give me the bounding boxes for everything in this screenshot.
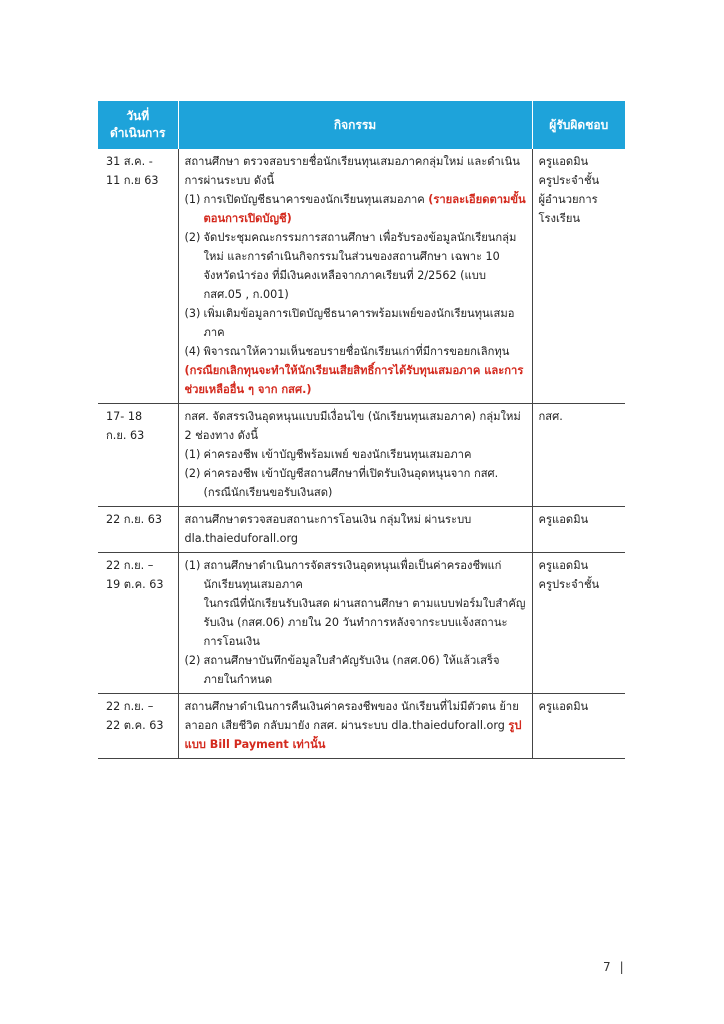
list-item: (3) เพิ่มเติมข้อมูลการเปิดบัญชีธนาคารพร้อมเพย์ของนักเรียนทุนเสมอภาค xyxy=(184,307,515,339)
list-item: (4) พิจารณาให้ความเห็นชอบรายชื่อนักเรียนเก่าที่มีการขอยกเลิกทุน xyxy=(184,345,510,358)
list-item: (1) การเปิดบัญชีธนาคารของนักเรียนทุนเสมอภาค (รายละเอียดตามขั้นตอนการเปิดบัญชี) xyxy=(184,193,526,225)
row-activity: กสศ. จัดสรรเงินอุดหนุนแบบมีเงื่อนไข (นักเรียนทุนเสมอภาค) กลุ่มใหม่ 2 ช่องทาง ดังนี้ (1) ค่าครองชีพ เข้าบัญชีพร้อมเพย์ ของนักเรียนทุนเสมอภาค (2) ค่าครองชีพ เข้าบัญชีสถานศึกษาที่เปิดรับเงินอุดหนุนจาก กสศ. (กรณีนักเรียนขอรับเงินสด) xyxy=(178,404,532,507)
row-date: 22 ก.ย. 63 xyxy=(98,507,178,553)
row-responsible: ครูแอดมิน ครูประจำชั้น xyxy=(532,553,625,694)
row-date: 31 ส.ค. - 11 ก.ย 63 xyxy=(98,149,178,404)
schedule-table xyxy=(98,101,625,759)
header-activity: กิจกรรม xyxy=(178,101,532,149)
table-row xyxy=(98,507,625,553)
table-row xyxy=(98,404,625,507)
row-responsible: ครูแอดมิน ครูประจำชั้น ผู้อำนวยการ โรงเรียน xyxy=(532,149,625,404)
page-number: 7 | xyxy=(603,960,624,974)
header-date: วันที่ ดำเนินการ xyxy=(98,101,178,149)
list-item: (2) ค่าครองชีพ เข้าบัญชีสถานศึกษาที่เปิดรับเงินอุดหนุนจาก กสศ. (กรณีนักเรียนขอรับเงินสด) xyxy=(184,467,499,499)
warning-note: (กรณียกเลิกทุนจะทำให้นักเรียนเสียสิทธิ์การได้รับทุนเสมอภาค และการช่วยเหลืออื่น ๆ จาก กสศ.) xyxy=(184,364,524,396)
row-responsible: กสศ. xyxy=(532,404,625,507)
list-item: (1) สถานศึกษาดำเนินการจัดสรรเงินอุดหนุนเพื่อเป็นค่าครองชีพแก่นักเรียนทุนเสมอภาค xyxy=(184,559,502,591)
row-date: 22 ก.ย. – 22 ต.ค. 63 xyxy=(98,694,178,759)
bill-payment-note: รูปแบบ Bill Payment เท่านั้น xyxy=(184,719,522,751)
row-responsible: ครูแอดมิน xyxy=(532,507,625,553)
table-row xyxy=(98,694,625,759)
header-row xyxy=(98,101,625,149)
table-row xyxy=(98,149,625,404)
list-item-detail: ในกรณีที่นักเรียนรับเงินสด ผ่านสถานศึกษา ตามแบบฟอร์มใบสำคัญรับเงิน (กสศ.06) ภายใน 20 วันทำการหลังจากระบบแจ้งสถานะการโอนเงิน xyxy=(203,597,526,648)
list-item: (1) ค่าครองชีพ เข้าบัญชีพร้อมเพย์ ของนักเรียนทุนเสมอภาค xyxy=(184,448,472,461)
row-date: 22 ก.ย. – 19 ต.ค. 63 xyxy=(98,553,178,694)
table-row xyxy=(98,553,625,694)
row-activity: สถานศึกษาตรวจสอบสถานะการโอนเงิน กลุ่มใหม่ ผ่านระบบ dla.thaieduforall.org xyxy=(178,507,532,553)
header-responsible: ผู้รับผิดชอบ xyxy=(532,101,625,149)
row-activity: สถานศึกษา ตรวจสอบรายชื่อนักเรียนทุนเสมอภาคกลุ่มใหม่ และดำเนินการผ่านระบบ ดังนี้ (1) การเปิดบัญชีธนาคารของนักเรียนทุนเสมอภาค (รายละเอียดตามขั้นตอนการเปิดบัญชี) (2) จัดประชุมคณะกรรมการสถานศึกษา เพื่อรับรองข้อมูลนักเรียนกลุ่มใหม่ และการดำเนินกิจกรรมในส่วนของสถานศึกษา เฉพาะ 10 จังหวัดนำร่อง ที่มีเงินคงเหลือจากภาคเรียนที่ 2/2562 (แบบ กสศ.05 , ก.001) (3) เพิ่มเติมข้อมูลการเปิดบัญชีธนาคารพร้อมเพย์ของนักเรียนทุนเสมอภาค (4) พิจารณาให้ความเห็นชอบรายชื่อนักเรียนเก่าที่มีการขอยกเลิกทุน (กรณียกเลิกทุนจะทำให้นักเรียนเสียสิทธิ์การได้รับทุนเสมอภาค และการช่วยเหลืออื่น ๆ จาก กสศ.) xyxy=(178,149,532,404)
row-responsible: ครูแอดมิน xyxy=(532,694,625,759)
row-activity: สถานศึกษาดำเนินการคืนเงินค่าครองชีพของ นักเรียนที่ไม่มีตัวตน ย้าย ลาออก เสียชีวิต กลับมายัง กสศ. ผ่านระบบ dla.thaieduforall.org รูปแบบ Bill Payment เท่านั้น xyxy=(178,694,532,759)
row-activity xyxy=(178,553,532,694)
list-item: (2) สถานศึกษาบันทึกข้อมูลใบสำคัญรับเงิน (กสศ.06) ให้แล้วเสร็จภายในกำหนด xyxy=(184,654,500,686)
list-item: (2) จัดประชุมคณะกรรมการสถานศึกษา เพื่อรับรองข้อมูลนักเรียนกลุ่มใหม่ และการดำเนินกิจกรรมในส่วนของสถานศึกษา เฉพาะ 10 จังหวัดนำร่อง ที่มีเงินคงเหลือจากภาคเรียนที่ 2/2562 (แบบ กสศ.05 , ก.001) xyxy=(184,231,517,301)
row-date: 17- 18 ก.ย. 63 xyxy=(98,404,178,507)
